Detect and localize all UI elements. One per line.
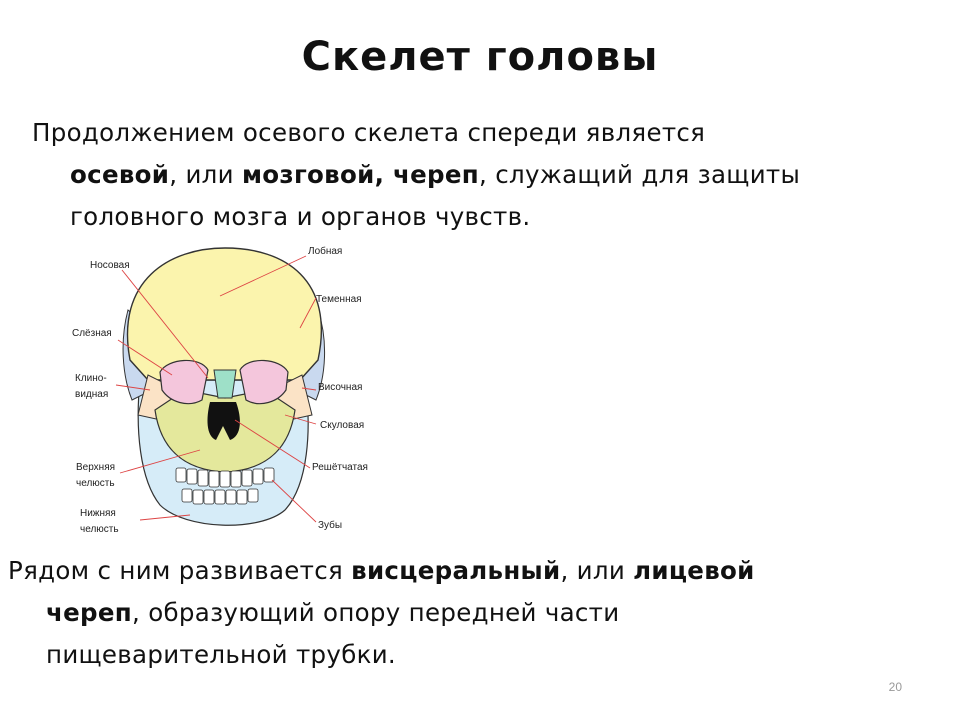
intro-line-3: головного мозга и органов чувств. — [70, 202, 531, 231]
term-skull: череп — [46, 598, 133, 627]
intro-text: , или — [169, 160, 242, 189]
skull-illustration — [60, 240, 390, 540]
upper-teeth — [176, 468, 274, 487]
visceral-text: , образующий опору передней части — [132, 598, 620, 627]
label-teeth: Зубы — [318, 520, 343, 531]
intro-paragraph — [32, 112, 932, 238]
visceral-line-3: пищеварительной трубки. — [46, 640, 397, 669]
term-visceral: висцеральный — [351, 556, 561, 585]
term-cerebral-skull: мозговой, череп — [241, 160, 480, 189]
skull-diagram — [60, 240, 390, 540]
page-number: 20 — [888, 680, 902, 694]
visceral-line-1 — [8, 550, 908, 592]
label-lacrimal: Слёзная — [72, 328, 112, 339]
label-parietal: Теменная — [316, 294, 362, 305]
slide-title: Скелет головы — [301, 34, 659, 80]
term-axial: осевой — [70, 160, 170, 189]
label-sphenoid-1: Клино- — [75, 373, 107, 384]
visceral-line-2 — [8, 592, 908, 634]
intro-line-2 — [32, 154, 932, 196]
label-temporal: Височная — [318, 382, 363, 393]
lower-teeth — [182, 489, 258, 504]
label-ethmoid: Решётчатая — [312, 462, 368, 473]
label-mandible-1: Нижняя — [80, 508, 116, 519]
label-frontal: Лобная — [308, 246, 343, 257]
visceral-text: , или — [560, 556, 634, 585]
intro-line-1: Продолжением осевого скелета спереди является — [32, 118, 706, 147]
label-sphenoid-2: видная — [75, 389, 109, 400]
label-maxilla-1: Верхняя — [76, 462, 116, 473]
intro-text: , служащий для защиты — [479, 160, 801, 189]
visceral-text: Рядом с ним развивается — [8, 556, 352, 585]
label-nasal: Носовая — [90, 260, 130, 271]
nasal-bone — [214, 370, 236, 398]
visceral-paragraph — [8, 550, 908, 676]
label-zygomatic: Скуловая — [320, 420, 365, 431]
label-mandible-2: челюсть — [80, 524, 119, 535]
term-facial: лицевой — [633, 556, 755, 585]
label-maxilla-2: челюсть — [76, 478, 115, 489]
